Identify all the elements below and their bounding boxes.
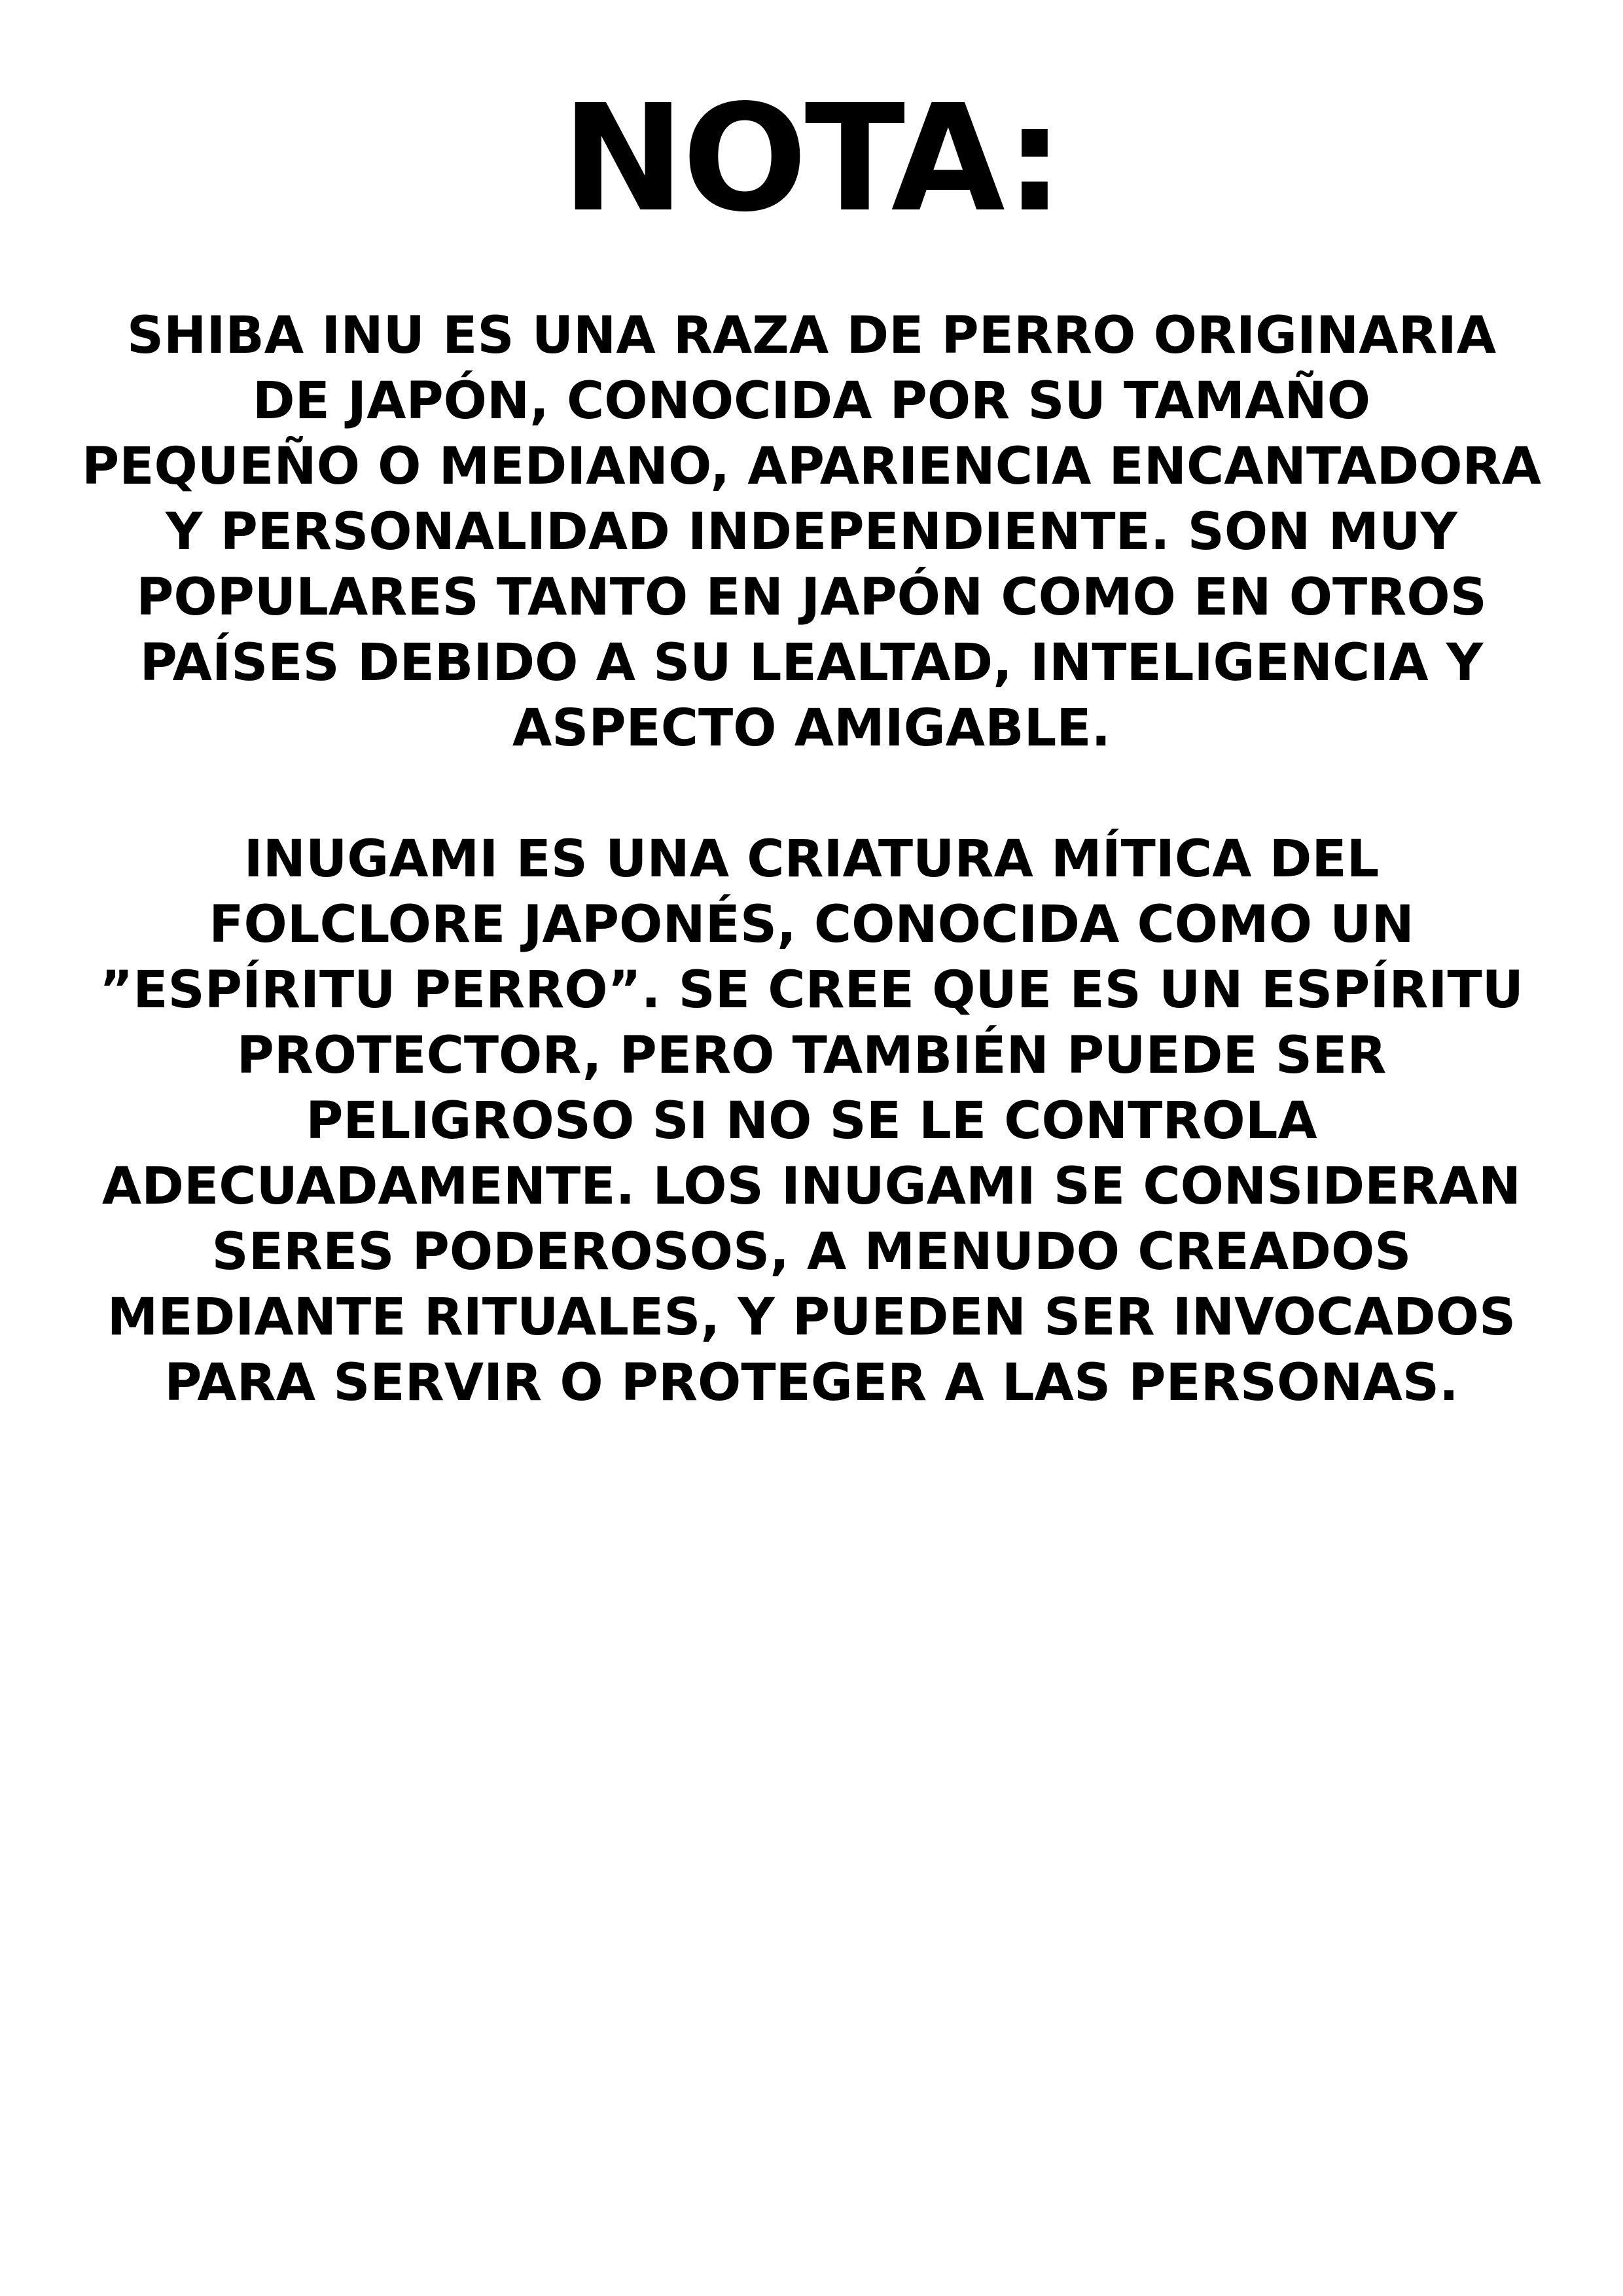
text-line: PELIGROSO SI NO SE LE CONTROLA [306,1091,1317,1151]
note-page [0,73,1623,2296]
paragraph-inugami [0,827,1623,1416]
text-line: ASPECTO AMIGABLE. [512,698,1111,758]
text-line: PROTECTOR, PERO TAMBIÉN PUEDE SER [236,1026,1387,1085]
page-title: NOTA: [562,73,1061,245]
text-line: SERES PODEROSOS, A MENUDO CREADOS [211,1222,1412,1282]
paragraph-shiba-inu [0,303,1623,761]
text-line: INUGAMI ES UNA CRIATURA MÍTICA DEL [243,829,1380,889]
text-line: Y PERSONALIDAD INDEPENDIENTE. SON MUY [165,502,1458,562]
text-line: PEQUEÑO O MEDIANO, APARIENCIA ENCANTADORA [82,437,1541,496]
text-line: DE JAPÓN, CONOCIDA POR SU TAMAÑO [252,371,1371,431]
text-line: POPULARES TANTO EN JAPÓN COMO EN OTROS [136,567,1487,627]
text-line: PARA SERVIR O PROTEGER A LAS PERSONAS. [164,1353,1459,1412]
text-line: FOLCLORE JAPONÉS, CONOCIDA COMO UN [209,895,1414,954]
text-line: MEDIANTE RITUALES, Y PUEDEN SER INVOCADOS [107,1287,1516,1347]
note-body [0,303,1623,1416]
text-line: ”ESPÍRITU PERRO”. SE CREE QUE ES UN ESPÍRITU [99,960,1524,1020]
text-line: ADECUADAMENTE. LOS INUGAMI SE CONSIDERAN [101,1157,1522,1216]
text-line: SHIBA INU ES UNA RAZA DE PERRO ORIGINARIA [126,306,1497,365]
text-line: PAÍSES DEBIDO A SU LEALTAD, INTELIGENCIA Y [139,633,1484,692]
